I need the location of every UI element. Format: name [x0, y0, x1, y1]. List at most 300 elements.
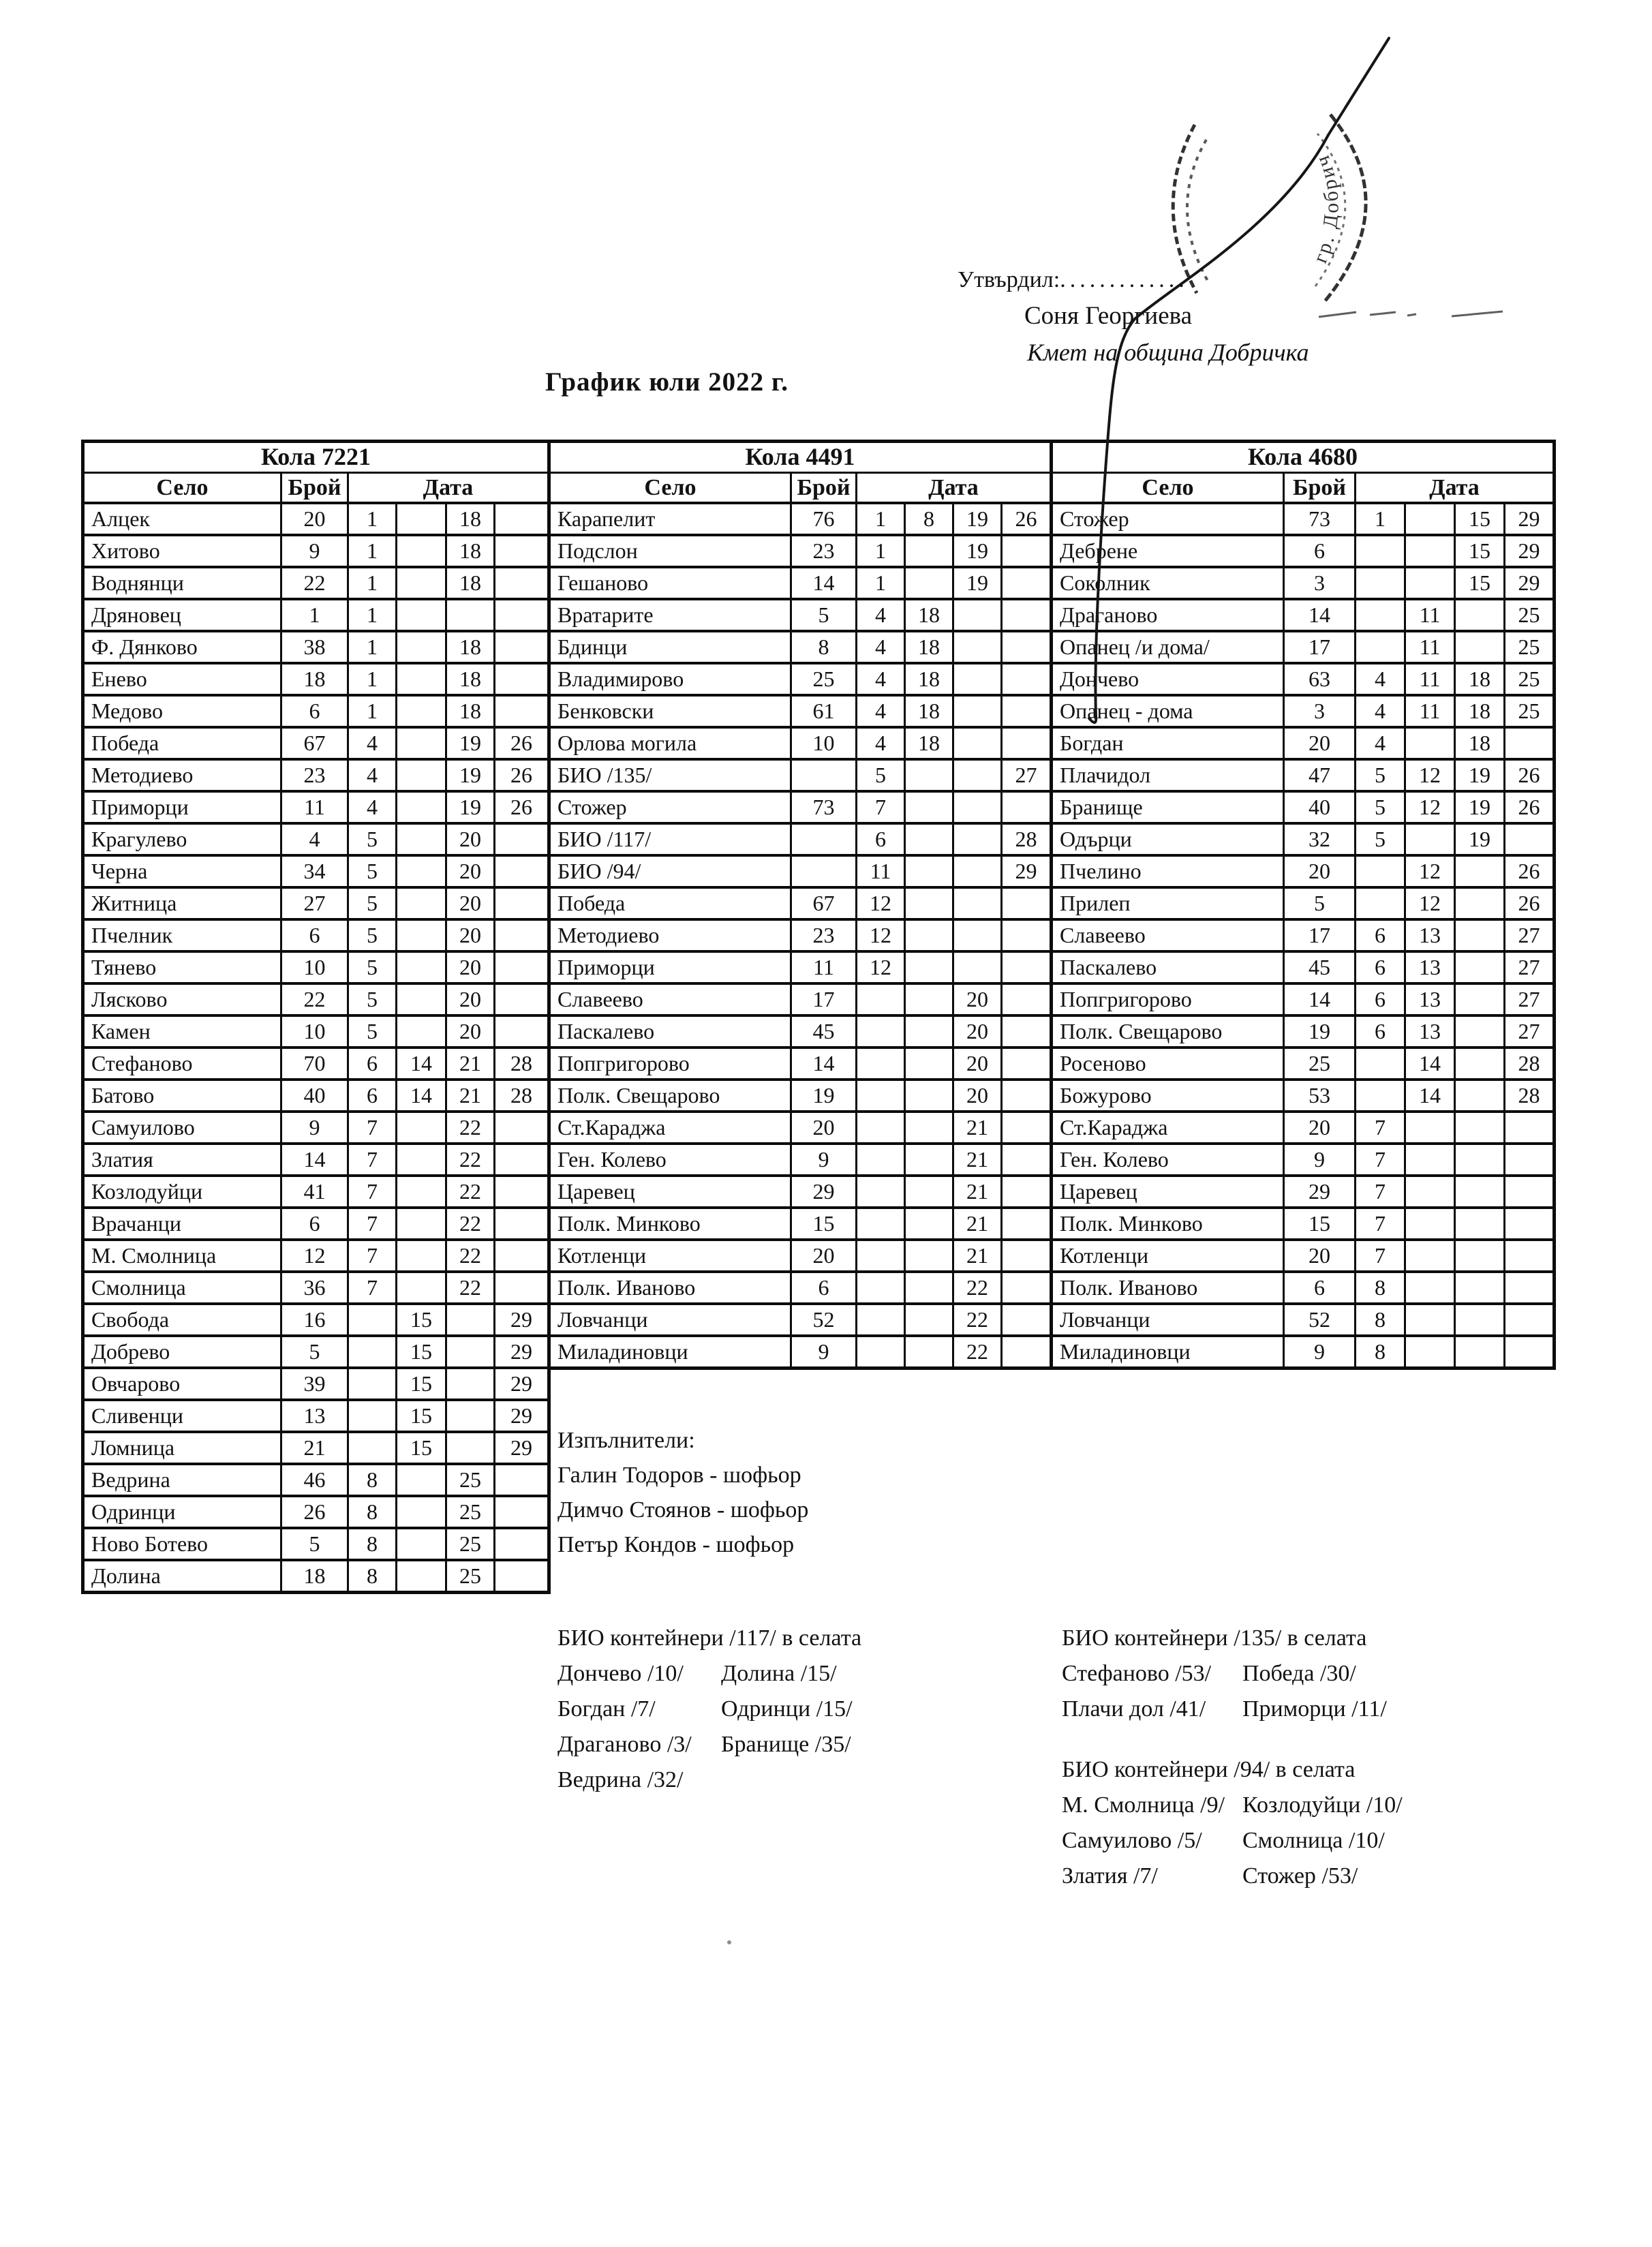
cell-date: [1505, 1304, 1555, 1336]
executor-line: Галин Тодоров - шофьор: [557, 1463, 801, 1488]
cell-date: 14: [397, 1048, 446, 1080]
cell-date: 21: [953, 1240, 1002, 1272]
table-row: [83, 1144, 549, 1176]
cell-count: 39: [281, 1368, 348, 1400]
cell-date: 22: [953, 1272, 1002, 1304]
cell-village: БИО /135/: [549, 759, 791, 791]
table-row: [1052, 1176, 1555, 1208]
table-row: [1052, 759, 1555, 791]
cell-count: 67: [281, 727, 348, 759]
cell-date: [1356, 599, 1405, 631]
table-row: [1052, 823, 1555, 855]
table-row: [1052, 1336, 1555, 1369]
cell-date: 6: [1356, 983, 1405, 1015]
table-row: [549, 791, 1052, 823]
cell-date: 6: [1356, 951, 1405, 983]
table-row: [1052, 1208, 1555, 1240]
cell-date: [495, 1272, 549, 1304]
cell-date: 5: [348, 1015, 397, 1048]
cell-date: [953, 759, 1002, 791]
cell-date: [1405, 1272, 1455, 1304]
bio-entry: Бранище /35/: [721, 1732, 851, 1757]
cell-village: Крагулево: [83, 823, 281, 855]
cell-date: [446, 1400, 495, 1432]
col-header: Село: [1052, 473, 1284, 504]
cell-date: [397, 919, 446, 951]
cell-date: 18: [905, 727, 953, 759]
cell-village: Соколник: [1052, 567, 1284, 599]
cell-village: Стожер: [1052, 503, 1284, 535]
cell-count: 52: [1284, 1304, 1356, 1336]
executors-lines: [557, 1458, 808, 1562]
cell-date: 5: [348, 887, 397, 919]
cell-village: Свобода: [83, 1304, 281, 1336]
schedule-table: [1050, 440, 1556, 1370]
cell-village: Паскалево: [1052, 951, 1284, 983]
table-row: [549, 1176, 1052, 1208]
cell-count: 29: [1284, 1176, 1356, 1208]
cell-date: [1002, 919, 1052, 951]
cell-date: 20: [446, 919, 495, 951]
cell-date: 20: [953, 1080, 1002, 1112]
cell-date: 19: [446, 759, 495, 791]
cell-village: Гешаново: [549, 567, 791, 599]
cell-date: [1002, 1336, 1052, 1369]
bio-row: [557, 1732, 861, 1767]
table-row: [549, 631, 1052, 663]
schedule-table: [81, 440, 551, 1594]
cell-date: [1505, 1272, 1555, 1304]
cell-date: 18: [905, 599, 953, 631]
table-row: [83, 1176, 549, 1208]
cell-date: 5: [348, 983, 397, 1015]
table-row: [1052, 503, 1555, 535]
table-row: [549, 983, 1052, 1015]
car-header: Кола 4680: [1052, 442, 1555, 473]
cell-village: Одринци: [83, 1496, 281, 1528]
cell-count: 6: [1284, 1272, 1356, 1304]
cell-date: 20: [953, 1015, 1002, 1048]
cell-count: 67: [791, 887, 857, 919]
cell-count: 20: [281, 503, 348, 535]
cell-village: Приморци: [83, 791, 281, 823]
cell-count: 23: [791, 535, 857, 567]
cell-date: [1455, 1304, 1505, 1336]
cell-date: 11: [1405, 599, 1455, 631]
cell-date: 19: [1455, 823, 1505, 855]
cell-village: Методиево: [549, 919, 791, 951]
cell-date: [1002, 983, 1052, 1015]
cell-village: Ф. Дянково: [83, 631, 281, 663]
bio-entry: Богдан /7/: [557, 1696, 656, 1722]
table-row: [549, 1080, 1052, 1112]
cell-count: 6: [281, 695, 348, 727]
cell-date: [857, 1240, 905, 1272]
table-row: [1052, 695, 1555, 727]
table-row: [1052, 663, 1555, 695]
cell-date: [953, 919, 1002, 951]
cell-village: Попгригорово: [549, 1048, 791, 1080]
cell-date: 25: [446, 1496, 495, 1528]
col-header: Брой: [791, 473, 857, 504]
cell-date: [857, 1144, 905, 1176]
cell-date: [397, 1176, 446, 1208]
cell-village: Медово: [83, 695, 281, 727]
cell-date: [446, 1432, 495, 1464]
cell-village: Владимирово: [549, 663, 791, 695]
cell-date: 20: [446, 855, 495, 887]
cell-count: 26: [281, 1496, 348, 1528]
cell-date: [953, 695, 1002, 727]
cell-count: [791, 759, 857, 791]
cell-village: Долина: [83, 1560, 281, 1593]
cell-date: 6: [348, 1048, 397, 1080]
cell-date: [348, 1304, 397, 1336]
table-row: [83, 695, 549, 727]
cell-village: Ломница: [83, 1432, 281, 1464]
cell-count: 5: [1284, 887, 1356, 919]
cell-count: 27: [281, 887, 348, 919]
cell-date: [1505, 1240, 1555, 1272]
dotted-leader: .............: [1060, 267, 1189, 292]
cell-date: 15: [397, 1400, 446, 1432]
bio-row: [1062, 1863, 1403, 1899]
cell-date: 29: [495, 1368, 549, 1400]
cell-date: [1455, 983, 1505, 1015]
table-row: [1052, 599, 1555, 631]
cell-date: [348, 1400, 397, 1432]
signature-hook-stroke: [1328, 38, 1389, 135]
cell-date: [905, 1112, 953, 1144]
cell-date: [905, 951, 953, 983]
table-row: [83, 1528, 549, 1560]
cell-date: [905, 1208, 953, 1240]
cell-date: 21: [953, 1176, 1002, 1208]
cell-date: 26: [1505, 791, 1555, 823]
cell-date: [1405, 1112, 1455, 1144]
cell-date: [905, 1048, 953, 1080]
cell-date: [905, 1015, 953, 1048]
cell-date: [1002, 1240, 1052, 1272]
cell-date: 20: [446, 823, 495, 855]
cell-date: [905, 855, 953, 887]
table-row: [83, 1080, 549, 1112]
cell-date: 13: [1405, 919, 1455, 951]
cell-date: 13: [1405, 951, 1455, 983]
cell-date: [397, 951, 446, 983]
cell-date: 28: [495, 1080, 549, 1112]
cell-date: 4: [857, 695, 905, 727]
cell-date: [905, 1240, 953, 1272]
cell-date: [397, 1144, 446, 1176]
cell-date: [953, 631, 1002, 663]
cell-village: Ст.Караджа: [1052, 1112, 1284, 1144]
cell-date: [397, 1015, 446, 1048]
cell-date: [1356, 855, 1405, 887]
cell-date: 21: [446, 1048, 495, 1080]
cell-date: 29: [1505, 567, 1555, 599]
schedule-table: [547, 440, 1053, 1370]
cell-date: 11: [857, 855, 905, 887]
cell-date: [1405, 567, 1455, 599]
cell-date: 8: [348, 1464, 397, 1496]
cell-date: [495, 631, 549, 663]
cell-date: 28: [495, 1048, 549, 1080]
cell-count: 23: [281, 759, 348, 791]
table-row: [83, 503, 549, 535]
cell-date: [857, 1015, 905, 1048]
stamp-arc-right-outer: [1325, 114, 1366, 301]
signature-dashes: [1319, 311, 1503, 317]
cell-count: 5: [281, 1336, 348, 1368]
cell-date: [1505, 1208, 1555, 1240]
cell-date: [446, 1368, 495, 1400]
cell-count: 20: [1284, 1240, 1356, 1272]
cell-village: БИО /94/: [549, 855, 791, 887]
cell-date: [397, 1464, 446, 1496]
bio-entry: Стефаново /53/: [1062, 1661, 1212, 1686]
cell-village: Златия: [83, 1144, 281, 1176]
cell-date: 7: [348, 1176, 397, 1208]
cell-count: 13: [281, 1400, 348, 1432]
cell-count: 14: [791, 567, 857, 599]
cell-date: [1405, 1240, 1455, 1272]
executor-line: Димчо Стоянов - шофьор: [557, 1497, 809, 1523]
cell-date: 22: [446, 1144, 495, 1176]
cell-date: [905, 1080, 953, 1112]
bio-block-94: [1062, 1757, 1403, 1899]
cell-village: Пчелник: [83, 919, 281, 951]
cell-date: 11: [1405, 631, 1455, 663]
cell-date: [1002, 727, 1052, 759]
table-row: [83, 1272, 549, 1304]
cell-date: [495, 599, 549, 631]
table-row: [1052, 1272, 1555, 1304]
cell-date: 8: [1356, 1336, 1405, 1369]
cell-date: [857, 1272, 905, 1304]
cell-date: 15: [397, 1336, 446, 1368]
cell-count: 11: [281, 791, 348, 823]
cell-date: [1405, 1304, 1455, 1336]
cell-date: 7: [1356, 1144, 1405, 1176]
col-header: Село: [83, 473, 281, 504]
table-row: [83, 1048, 549, 1080]
cell-date: 18: [905, 663, 953, 695]
cell-date: [1455, 1208, 1505, 1240]
cell-date: [953, 823, 1002, 855]
cell-date: [1405, 503, 1455, 535]
cell-date: 1: [348, 695, 397, 727]
cell-count: 22: [281, 983, 348, 1015]
cell-date: [446, 1336, 495, 1368]
cell-date: 20: [446, 951, 495, 983]
cell-date: [495, 1560, 549, 1593]
cell-date: 7: [348, 1272, 397, 1304]
table-row: [83, 951, 549, 983]
cell-count: 40: [1284, 791, 1356, 823]
paper-speck: [727, 1940, 731, 1944]
cell-date: 1: [857, 503, 905, 535]
cell-date: 12: [1405, 791, 1455, 823]
table-row: [1052, 1144, 1555, 1176]
cell-date: 29: [495, 1304, 549, 1336]
cell-date: [495, 695, 549, 727]
cell-count: [791, 823, 857, 855]
bio-rows: [1062, 1661, 1387, 1732]
cell-date: [1455, 1048, 1505, 1080]
cell-count: 45: [791, 1015, 857, 1048]
table-row: [83, 599, 549, 631]
cell-village: Житница: [83, 887, 281, 919]
cell-date: [1002, 663, 1052, 695]
cell-date: [495, 663, 549, 695]
table-row: [549, 663, 1052, 695]
cell-date: [905, 1304, 953, 1336]
cell-date: [495, 1015, 549, 1048]
table-row: [1052, 1304, 1555, 1336]
cell-date: 22: [953, 1304, 1002, 1336]
cell-count: 53: [1284, 1080, 1356, 1112]
cell-village: Бенковски: [549, 695, 791, 727]
cell-count: [791, 855, 857, 887]
cell-village: Богдан: [1052, 727, 1284, 759]
table-row: [1052, 727, 1555, 759]
table-row: [1052, 1048, 1555, 1080]
cell-date: 6: [857, 823, 905, 855]
cell-date: [1002, 887, 1052, 919]
cell-date: 20: [446, 983, 495, 1015]
cell-village: Полк. Иваново: [549, 1272, 791, 1304]
table-row: [549, 1144, 1052, 1176]
cell-date: [495, 535, 549, 567]
cell-date: [905, 567, 953, 599]
table-row: [549, 1272, 1052, 1304]
table-row: [549, 599, 1052, 631]
cell-date: 18: [905, 631, 953, 663]
cell-date: [397, 631, 446, 663]
cell-date: [1356, 567, 1405, 599]
cell-date: [953, 599, 1002, 631]
cell-count: 34: [281, 855, 348, 887]
cell-village: Самуилово: [83, 1112, 281, 1144]
table-row: [549, 1208, 1052, 1240]
cell-village: Черна: [83, 855, 281, 887]
cell-date: [495, 1240, 549, 1272]
cell-date: 19: [953, 503, 1002, 535]
cell-date: [446, 599, 495, 631]
cell-count: 20: [1284, 727, 1356, 759]
cell-date: [495, 1112, 549, 1144]
bio-entry: Ведрина /32/: [557, 1767, 684, 1792]
cell-date: 18: [1455, 663, 1505, 695]
bio-entry: Смолница /10/: [1242, 1828, 1385, 1853]
cell-date: 7: [348, 1208, 397, 1240]
cell-count: 17: [1284, 631, 1356, 663]
cell-count: 21: [281, 1432, 348, 1464]
cell-date: 18: [446, 535, 495, 567]
table-row: [83, 919, 549, 951]
cell-date: 26: [1505, 887, 1555, 919]
cell-count: 61: [791, 695, 857, 727]
bio-entry: Приморци /11/: [1242, 1696, 1387, 1722]
cell-date: 27: [1505, 919, 1555, 951]
cell-village: Врачанци: [83, 1208, 281, 1240]
cell-date: [1405, 1208, 1455, 1240]
cell-count: 12: [281, 1240, 348, 1272]
cell-date: 5: [1356, 791, 1405, 823]
cell-village: Карапелит: [549, 503, 791, 535]
table-row: [549, 695, 1052, 727]
cell-date: [495, 1528, 549, 1560]
cell-date: 27: [1002, 759, 1052, 791]
cell-date: 13: [1405, 983, 1455, 1015]
cell-date: [1455, 1240, 1505, 1272]
cell-date: [905, 823, 953, 855]
cell-date: 22: [953, 1336, 1002, 1369]
cell-count: 45: [1284, 951, 1356, 983]
cell-village: Ген. Колево: [549, 1144, 791, 1176]
cell-date: [1405, 727, 1455, 759]
cell-date: 14: [397, 1080, 446, 1112]
table-row: [549, 1015, 1052, 1048]
table-row: [1052, 951, 1555, 983]
cell-village: БИО /117/: [549, 823, 791, 855]
cell-date: [1455, 919, 1505, 951]
cell-date: 1: [348, 663, 397, 695]
cell-count: 10: [791, 727, 857, 759]
table-row: [83, 983, 549, 1015]
bio-heading: БИО контейнери /117/ в селата: [557, 1625, 862, 1651]
cell-date: 5: [1356, 759, 1405, 791]
cell-village: Плачидол: [1052, 759, 1284, 791]
cell-village: Козлодуйци: [83, 1176, 281, 1208]
cell-date: [1002, 535, 1052, 567]
table-row: [83, 567, 549, 599]
table-group-kola-4680: [1050, 440, 1556, 1370]
cell-village: Воднянци: [83, 567, 281, 599]
cell-date: 25: [1505, 663, 1555, 695]
cell-date: [397, 1272, 446, 1304]
table-row: [549, 1240, 1052, 1272]
table-row: [549, 1112, 1052, 1144]
cell-date: 5: [857, 759, 905, 791]
cell-date: 18: [446, 631, 495, 663]
cell-village: Тянево: [83, 951, 281, 983]
cell-date: [953, 951, 1002, 983]
cell-date: [397, 823, 446, 855]
cell-date: 12: [857, 919, 905, 951]
cell-village: Методиево: [83, 759, 281, 791]
cell-date: 4: [1356, 695, 1405, 727]
cell-date: [905, 759, 953, 791]
cell-date: [1002, 1144, 1052, 1176]
cell-date: [1002, 1304, 1052, 1336]
cell-date: 7: [1356, 1240, 1405, 1272]
table-row: [83, 1112, 549, 1144]
cell-date: [1356, 631, 1405, 663]
cell-date: 6: [1356, 919, 1405, 951]
bio-entry: Победа /30/: [1242, 1661, 1356, 1686]
cell-date: [857, 1112, 905, 1144]
stamp-arc-left-inner: [1187, 140, 1208, 281]
cell-date: [857, 1208, 905, 1240]
table-row: [83, 791, 549, 823]
cell-date: 19: [446, 791, 495, 823]
cell-date: 4: [348, 759, 397, 791]
cell-village: М. Смолница: [83, 1240, 281, 1272]
approval-line: [958, 267, 1189, 293]
cell-count: 5: [791, 599, 857, 631]
